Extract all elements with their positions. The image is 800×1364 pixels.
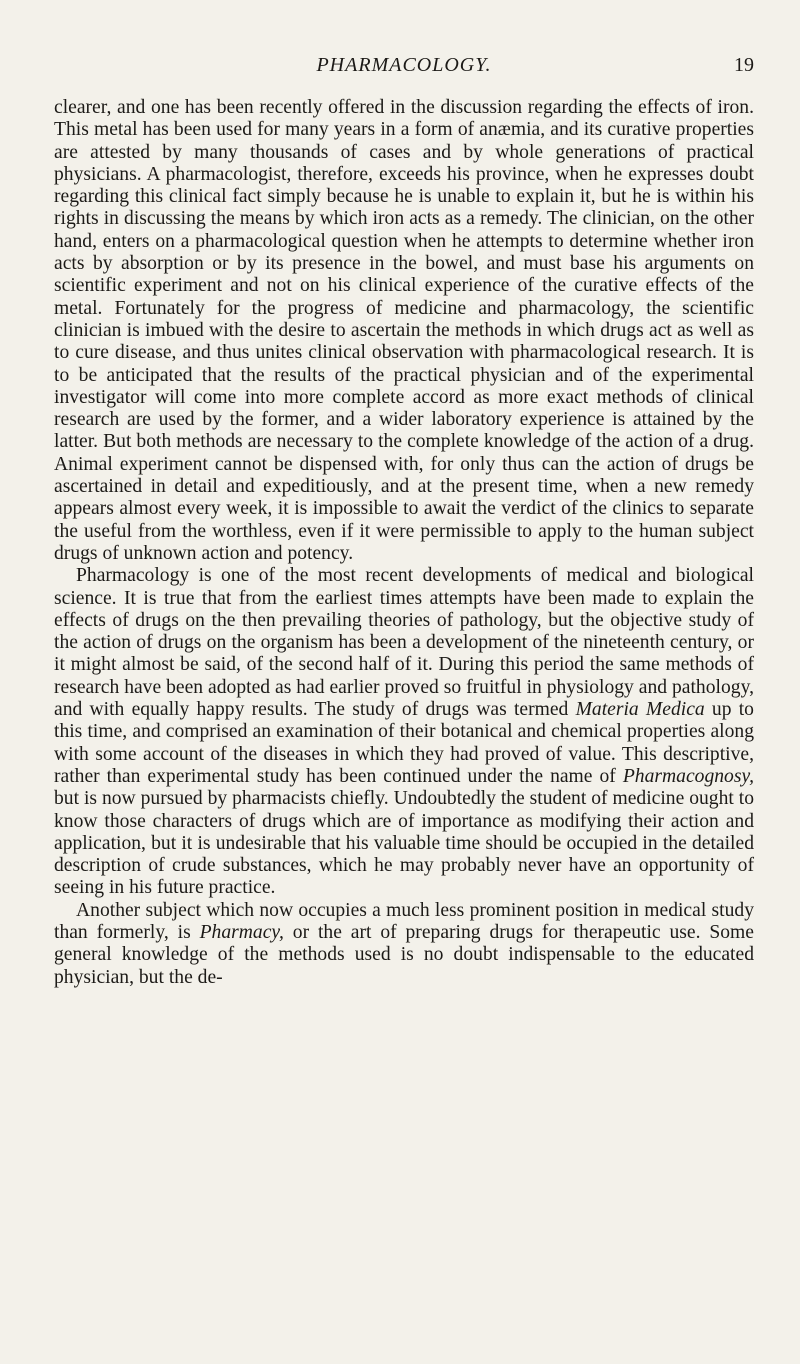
term-materia-medica: Materia Medica (575, 699, 705, 721)
body-text (54, 97, 754, 989)
text-run: but is now pursued by pharmacists chiefly. Undoubtedly the student of medicine ought to know those characters of drugs which are of importance as modifying their action and application, but it is undesirable that his valuable time should be occupied in the detailed description of crude substances, which he may probably never have an opportunity of seeing in his future practice. (54, 788, 754, 899)
page-number: 19 (734, 54, 754, 76)
text-run: up to this time, and comprised an examination of their botanical and chemical properties along with some account of the diseases in which they had proved of value. This descriptive, rather than experimental study has been continued under the name of (54, 699, 754, 787)
text-run: or the art of preparing drugs for therapeutic use. Some general knowledge of the methods used is no doubt indispensable to the educated physician, but the de- (54, 921, 754, 988)
text-run: Another subject which now occupies a much less prominent position in medical study than formerly, is (54, 899, 754, 943)
running-title: PHARMACOLOGY. (316, 54, 492, 76)
paragraph-iron-discussion (54, 97, 754, 565)
term-pharmacy: Pharmacy, (199, 921, 284, 943)
paragraph-text: clearer, and one has been recently offered in the discussion regarding the effects of iron. This metal has been used for many years in a form of anæmia, and its curative properties are attested by many thousands of cases and by whole generations of practical physicians. A pharmacologist, therefore, exceeds his province, when he expresses doubt regarding this clinical fact simply because he is unable to explain it, but he is within his rights in discussing the means by which iron acts as a remedy. The clinician, on the other hand, enters on a pharmacological question when he attempts to determine whether iron acts by absorption or by its presence in the bowel, and must base his arguments on scientific experiment and not on his clinical experience of the curative effects of the metal. Fortunately for the progress of medicine and pharmacology, the scientific clinician is imbued with the desire to ascertain the methods in which drugs act as well as to cure disease, and thus unites clinical observation with pharmacological research. It is to be anticipated that the results of the practical physician and of the experimental investigator will come into more complete accord as more exact methods of clinical research are used by the former, and a wider laboratory experience is attained by the latter. But both methods are necessary to the complete knowledge of the action of a drug. Animal experiment cannot be dispensed with, for only thus can the action of drugs be ascertained in detail and expeditiously, and at the present time, when a new remedy appears almost every week, it is impossible to await the verdict of the clinics to separate the useful from the worthless, even if it were permissible to apply to the human subject drugs of unknown action and potency. (54, 97, 754, 564)
paragraph-pharmacology-history (54, 565, 754, 899)
paragraph-pharmacy (54, 900, 754, 989)
term-pharmacognosy: Pharmacognosy, (622, 765, 754, 787)
text-run: Pharmacology is one of the most recent developments of medical and biological science. It is true that from the earliest times attempts have been made to explain the effects of drugs on the then prevailing theories of pathology, but the objective study of the action of drugs on the organism has been a development of the nineteenth century, or it might almost be said, of the second half of it. During this period the same methods of research have been adopted as had earlier proved so fruitful in physiology and pathology, and with equally happy results. The study of drugs was termed (54, 565, 754, 721)
running-head (54, 54, 754, 78)
